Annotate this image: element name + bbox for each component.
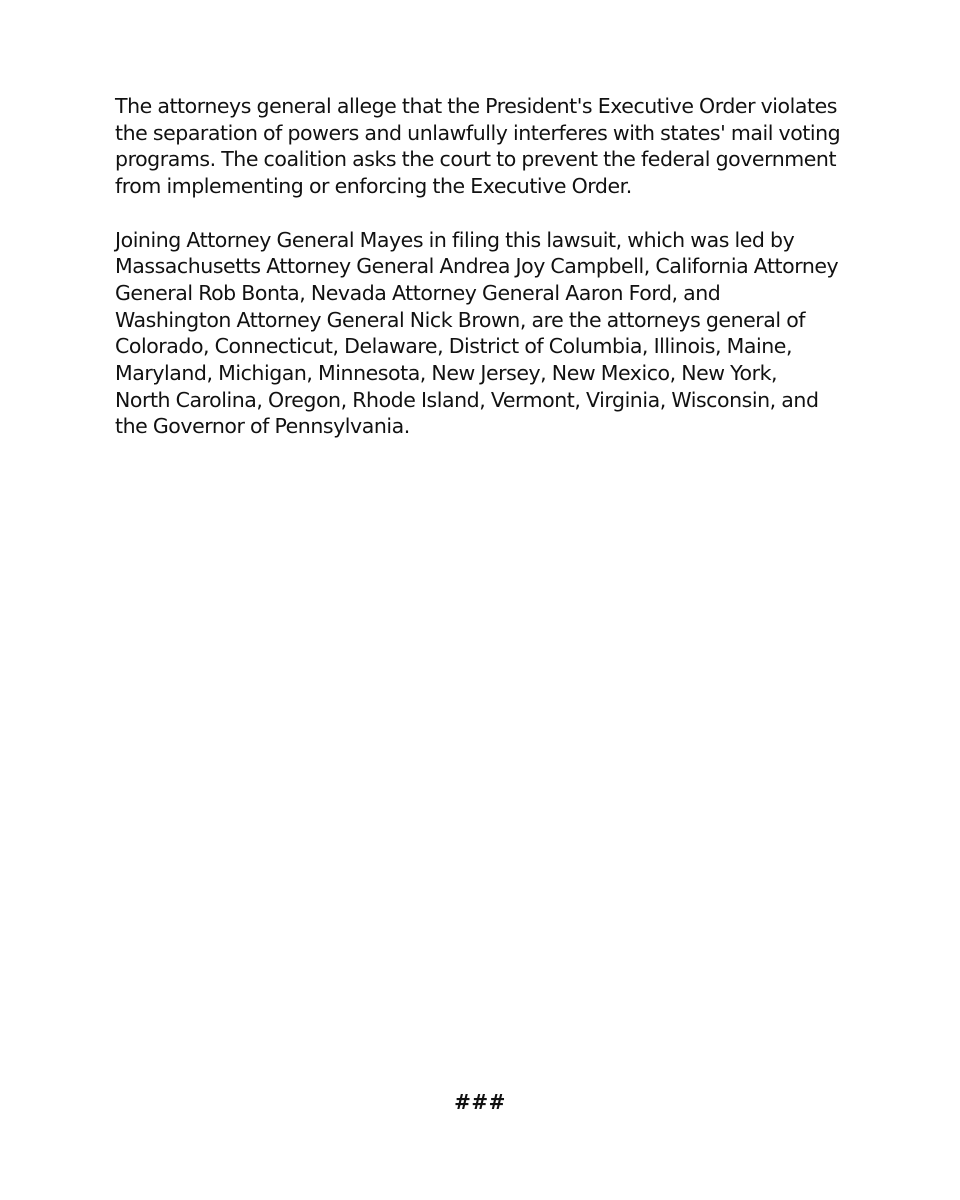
paragraph-allegations [115,93,850,200]
paragraph-line: Maryland, Michigan, Minnesota, New Jersey, New Mexico, New York, [115,361,778,386]
paragraph-line: Washington Attorney General Nick Brown, are the attorneys general of [115,307,806,332]
end-of-release-mark: ### [454,1090,506,1114]
paragraph-coalition [115,227,850,441]
paragraph-line: from implementing or enforcing the Executive Order. [115,174,632,199]
paragraph-line: Joining Attorney General Mayes in filing this lawsuit, which was led by [115,227,795,252]
paragraph-line: Colorado, Connecticut, Delaware, District of Columbia, Illinois, Maine, [115,334,793,359]
document-body [115,93,850,440]
paragraph-line: The attorneys general allege that the President's Executive Order violates [115,94,837,118]
paragraph-line: the Governor of Pennsylvania. [115,414,410,439]
paragraph-line: the separation of powers and unlawfully interferes with states' mail voting [115,120,841,145]
paragraph-line: General Rob Bonta, Nevada Attorney General Aaron Ford, and [115,280,721,305]
paragraph-line: North Carolina, Oregon, Rhode Island, Vermont, Virginia, Wisconsin, and [115,387,819,412]
paragraph-line: Massachusetts Attorney General Andrea Joy Campbell, California Attorney [115,254,839,279]
paragraph-line: programs. The coalition asks the court to prevent the federal government [115,147,837,172]
